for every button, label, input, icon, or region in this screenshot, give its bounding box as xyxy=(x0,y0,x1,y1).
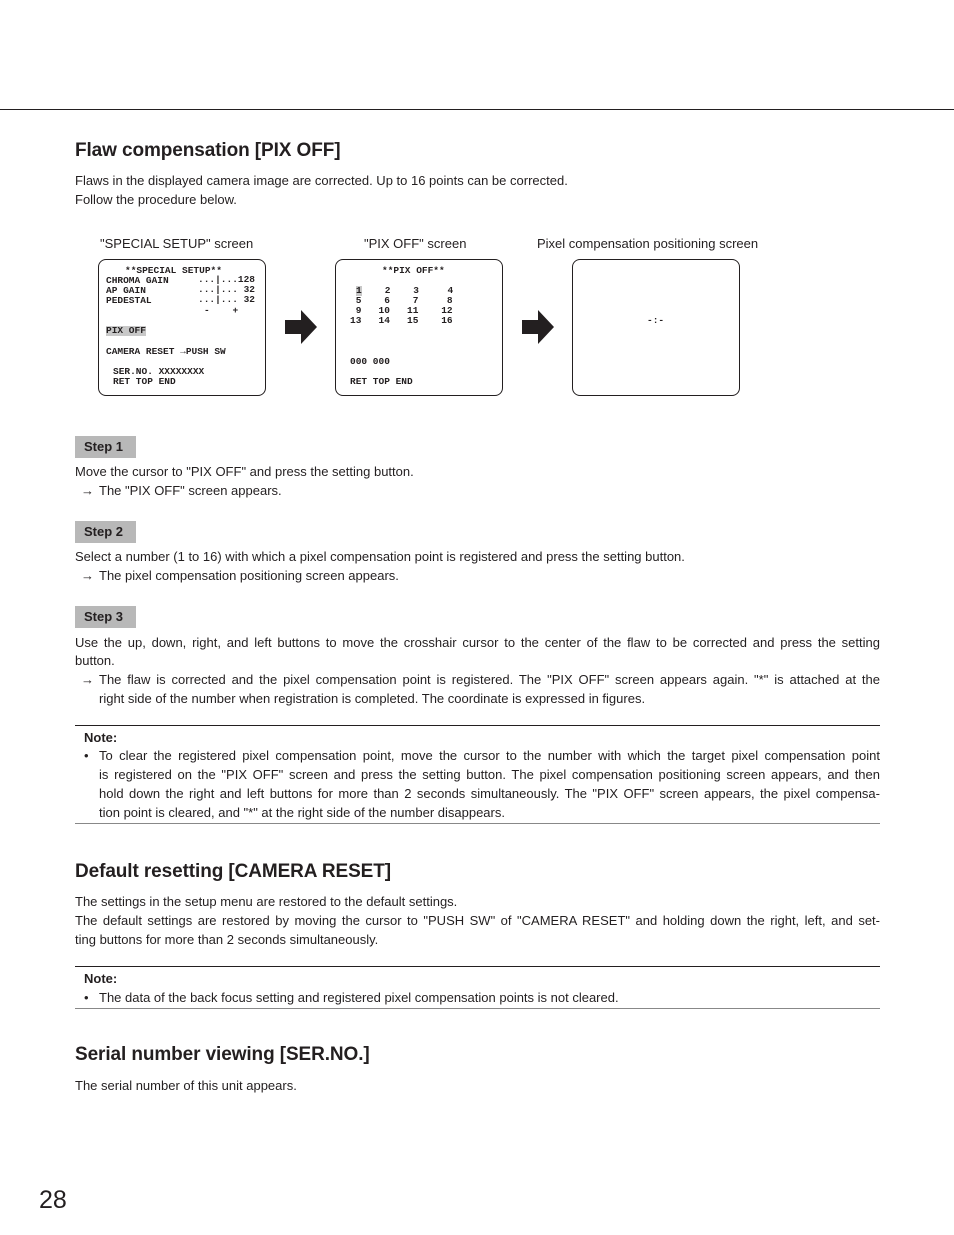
top-rule xyxy=(0,109,954,110)
step-2-text: Select a number (1 to 16) with which a pixel compensation point is registered and press the setting button. xyxy=(75,549,685,564)
camera-reset-line-3: ting buttons for more than 2 seconds simultaneously. xyxy=(75,932,379,947)
special-setup-title: **SPECIAL SETUP** xyxy=(125,265,222,276)
step-3-text-line-2: button. xyxy=(75,653,115,668)
intro-line-2: Follow the procedure below. xyxy=(75,192,237,207)
pedestal-value: ...|... 32 xyxy=(198,294,256,305)
pix-off-menu-item: PIX OFF xyxy=(106,325,146,336)
pix-off-title: **PIX OFF** xyxy=(382,265,445,276)
note-bottom-rule xyxy=(75,823,880,824)
pix-off-nav: RET TOP END xyxy=(350,376,413,387)
ap-gain-label: AP GAIN xyxy=(106,285,146,296)
special-setup-nav: RET TOP END xyxy=(113,376,176,387)
arrow-right-icon xyxy=(522,310,554,344)
special-setup-screen-label: "SPECIAL SETUP" screen xyxy=(100,236,254,251)
camera-reset-line-1: The settings in the setup menu are restored to the default settings. xyxy=(75,894,458,909)
note-line-3: hold down the right and left buttons for more than 2 seconds simultaneously. The "PIX OFF" screen appears, the pixel compensa- xyxy=(99,786,880,801)
level-scale: - + xyxy=(204,305,239,316)
page-number: 28 xyxy=(39,1186,67,1214)
pix-off-screen xyxy=(335,259,503,396)
pix-off-row-2: 5 6 7 8 xyxy=(350,295,453,306)
pix-off-screen-label: "PIX OFF" screen xyxy=(364,236,467,251)
note-line-4: tion point is cleared, and "*" at the right side of the number disappears. xyxy=(99,805,505,820)
result-arrow-icon: → xyxy=(81,568,94,583)
step-3-result-line-2: right side of the number when registration is completed. The coordinate is expressed in figures. xyxy=(99,691,646,706)
crosshair-cursor-icon: -:- xyxy=(647,315,665,326)
pix-off-row-1: 2 3 4 xyxy=(362,285,454,296)
camera-reset-heading: Default resetting [CAMERA RESET] xyxy=(75,861,391,882)
step-3-badge: Step 3 xyxy=(75,606,136,628)
note-line-1: To clear the registered pixel compensation point, move the cursor to the number with which the target pixel compensation point xyxy=(99,748,880,763)
note-top-rule xyxy=(75,725,880,726)
step-3-result xyxy=(75,670,880,689)
camera-reset-menu-item: CAMERA RESET →PUSH SW xyxy=(106,346,226,357)
note-2-text: The data of the back focus setting and registered pixel compensation points is not cleared. xyxy=(99,990,619,1005)
result-arrow-icon: → xyxy=(81,483,94,498)
note-bullet: • xyxy=(84,748,89,763)
chroma-gain-value: ...|...128 xyxy=(198,274,256,285)
pix-off-point-1: 1 xyxy=(356,285,362,296)
serial-number-item: SER.NO. XXXXXXXX xyxy=(113,366,205,377)
step-2-result-text: The pixel compensation positioning screen appears. xyxy=(99,568,399,583)
serial-number-heading: Serial number viewing [SER.NO.] xyxy=(75,1044,370,1065)
note-2-bottom-rule xyxy=(75,1008,880,1009)
step-3-result-line-1: The flaw is corrected and the pixel compensation point is registered. The "PIX OFF" screen appears again. "*" is attached at the xyxy=(99,672,880,687)
serial-number-text: The serial number of this unit appears. xyxy=(75,1078,297,1093)
note-line-2: is registered on the "PIX OFF" screen and press the setting button. The pixel compensation positioning screen appears, and then xyxy=(99,767,880,782)
pix-off-row-4: 13 14 15 16 xyxy=(350,315,453,326)
pix-off-coordinates: 000 000 xyxy=(350,356,390,367)
step-1-text: Move the cursor to "PIX OFF" and press the setting button. xyxy=(75,464,414,479)
note-2-top-rule xyxy=(75,966,880,967)
result-arrow-icon: → xyxy=(81,672,94,687)
arrow-right-icon xyxy=(285,310,317,344)
step-2-result xyxy=(75,566,880,585)
step-2-badge: Step 2 xyxy=(75,521,136,543)
step-3-text-line-1: Use the up, down, right, and left buttons to move the crosshair cursor to the center of the flaw to be corrected and press the setting xyxy=(75,635,880,650)
camera-reset-line-2: The default settings are restored by moving the cursor to "PUSH SW" of "CAMERA RESET" and holding down the right, left, and set- xyxy=(75,913,880,928)
step-1-badge: Step 1 xyxy=(75,436,136,458)
chroma-gain-label: CHROMA GAIN xyxy=(106,275,169,286)
note-title: Note: xyxy=(84,730,118,745)
intro-line-1: Flaws in the displayed camera image are corrected. Up to 16 points can be corrected. xyxy=(75,173,568,188)
pedestal-label: PEDESTAL xyxy=(106,295,152,306)
pixel-compensation-screen-label: Pixel compensation positioning screen xyxy=(537,236,759,251)
step-1-result xyxy=(75,481,880,500)
pix-off-row-3: 9 10 11 12 xyxy=(350,305,453,316)
flaw-compensation-heading: Flaw compensation [PIX OFF] xyxy=(75,140,341,161)
special-setup-screen xyxy=(98,259,266,396)
ap-gain-value: ...|... 32 xyxy=(198,284,256,295)
pixel-compensation-screen xyxy=(572,259,740,396)
note-2-bullet: • xyxy=(84,990,89,1005)
step-1-result-text: The "PIX OFF" screen appears. xyxy=(99,483,282,498)
note-2-title: Note: xyxy=(84,971,118,986)
